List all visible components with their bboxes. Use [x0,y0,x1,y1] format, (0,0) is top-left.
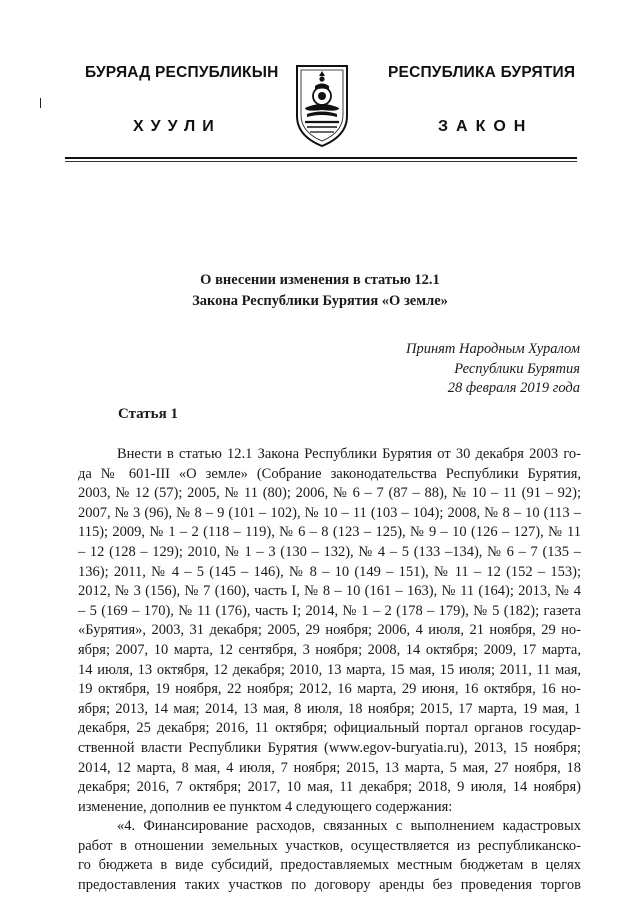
body-line: 2014, 12 марта, 8 мая, 4 июля, 7 ноября; 2015, 13 марта, 5 мая, 27 ноября, 18 [78,759,581,776]
republic-emblem-icon [293,64,351,148]
body-line: 14 июля, 13 октября, 12 декабря; 2010, 13 марта, 15 мая, 15 июля; 2011, 11 мая, [78,661,581,678]
body-line: 2007, № 3 (96), № 8 – 9 (101 – 102), № 10 – 11 (103 – 104); 2008, № 8 – 10 (113 – [78,504,581,521]
law-title-line: Закона Республики Бурятия «О земле» [192,293,448,309]
body-line: 2003, № 12 (57); 2005, № 11 (80); 2006, № 6 – 7 (87 – 88), № 10 – 11 (91 – 92); [78,485,581,502]
body-line: 136); 2011, № 4 – 5 (145 – 146), № 8 – 10 (149 – 151), № 11 – 12 (152 – 153); [78,563,581,580]
body-line: декабря; 2016, 7 октября; 2017, 10 мая, 11 декабря; 2018, 9 июля, 14 ноября) [78,779,581,796]
body-line: ября; 2013, 14 мая; 2014, 13 мая, 8 июля, 18 ноября; 2015, 17 марта, 19 мая, 1 [78,700,581,717]
header-divider-thick [65,157,577,159]
body-line: ября; 2007, 10 марта, 12 сентября, 3 ноября; 2008, 14 октября; 2009, 17 марта, [78,641,581,658]
body-line: декабря, 25 декабря; 2016, 11 октября; официальный портал органов государ- [78,720,581,737]
margin-mark [40,98,41,108]
adoption-line: 28 февраля 2019 года [447,380,580,396]
header-left-word: ХУУЛИ [133,118,221,135]
adoption-line: Принят Народным Хуралом [405,341,580,357]
body-line: – 5 (169 – 170), № 11 (176), часть I; 2014, № 1 – 2 (178 – 179), № 5 (182); газета [78,602,581,619]
article-body [78,445,581,896]
body-line: – 12 (128 – 129); 2010, № 1 – 3 (130 – 132), № 4 – 5 (133 –134), № 6 – 7 (135 – [78,543,581,560]
body-line: Внести в статью 12.1 Закона Республики Бурятия от 30 декабря 2003 го- [117,446,581,462]
body-line: да № 601-III «О земле» (Собрание законодательства Республики Бурятия, [78,465,581,482]
body-line: 115); 2009, № 1 – 2 (118 – 119), № 6 – 8 (123 – 125), № 9 – 10 (126 – 127), № 11 [78,524,581,541]
header-left-title: БУРЯАД РЕСПУБЛИКЫН [85,64,279,81]
header-right-title: РЕСПУБЛИКА БУРЯТИЯ [388,64,576,81]
body-line: 2012, № 3 (156), № 7 (160), часть I, № 8 – 10 (161 – 163), № 11 (164); 2013, № 4 [78,583,581,600]
body-line: «4. Финансирование расходов, связанных с выполнением кадастровых [117,818,581,835]
body-line: предоставления таких участков по договору аренды без проведения торгов [78,877,581,894]
body-line: го бюджета в виде субсидий, предоставляемых местным бюджетам в целях [78,857,581,874]
law-title [80,270,560,312]
adoption-block [406,340,580,399]
adoption-line: Республики Бурятия [454,360,580,377]
article-heading: Статья 1 [118,406,178,422]
body-line: «Бурятия», 2003, 31 декабря; 2005, 29 ноября; 2006, 4 июля, 21 ноября, 29 но- [78,622,581,639]
body-line: работ в отношении земельных участков, осуществляется из республиканско- [78,837,581,854]
header-right-word: ЗАКОН [438,118,534,135]
body-line: изменение, дополнив ее пунктом 4 следующего содержания: [78,798,453,815]
header-divider-thin [65,161,577,162]
body-line: 19 октября, 19 ноября, 22 ноября; 2012, 16 марта, 29 июня, 16 октября, 16 но- [78,681,581,698]
law-title-line: О внесении изменения в статью 12.1 [200,272,440,288]
body-line: ственной власти Республики Бурятия (www.egov-buryatia.ru), 2013, 15 ноября; [78,739,581,756]
